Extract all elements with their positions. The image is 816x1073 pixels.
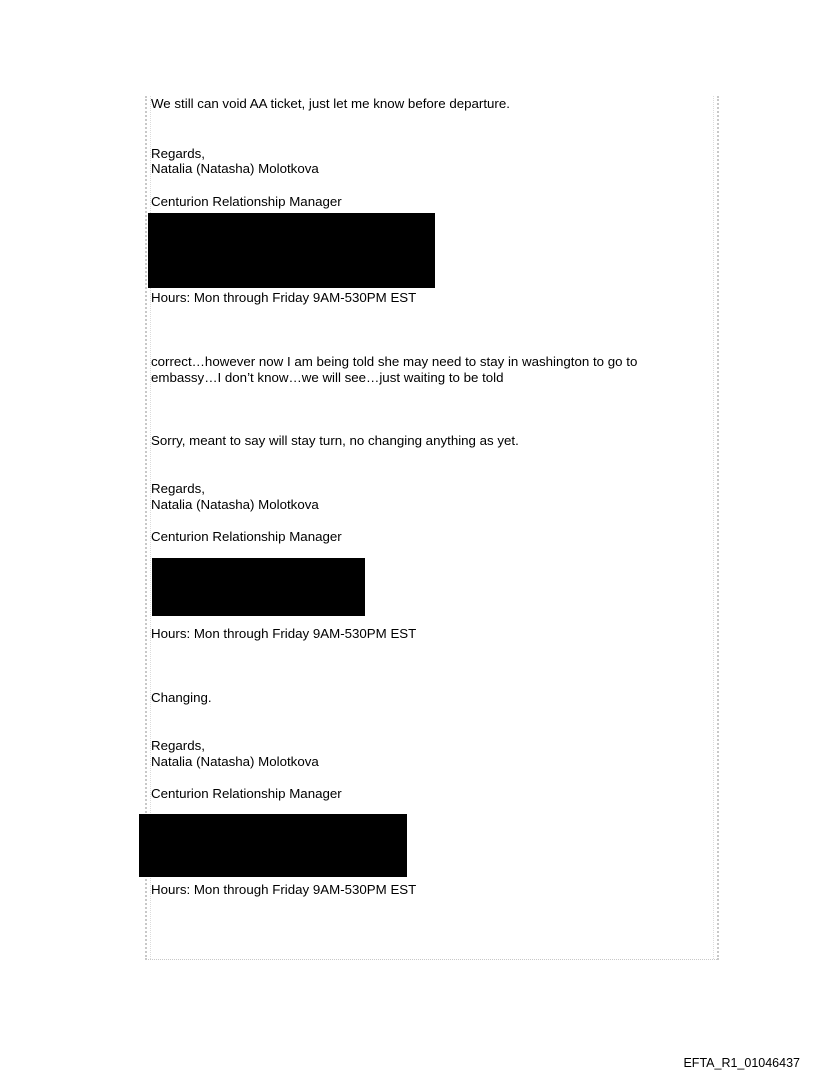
email-3-hours: Hours: Mon through Friday 9AM-530PM EST: [151, 882, 417, 897]
redaction-block: [148, 213, 435, 288]
quoted-message-line-2: embassy…I don’t know…we will see…just waiting to be told: [151, 370, 504, 385]
email-1-sender-title: Centurion Relationship Manager: [151, 194, 342, 209]
email-3-sender-name: Natalia (Natasha) Molotkova: [151, 754, 319, 769]
redaction-block: [139, 814, 407, 877]
quoted-message-line-1: correct…however now I am being told she may need to stay in washington to go to: [151, 354, 638, 369]
email-2-regards: Regards,: [151, 481, 205, 496]
email-3-sender-title: Centurion Relationship Manager: [151, 786, 342, 801]
email-2-body: Sorry, meant to say will stay turn, no changing anything as yet.: [151, 433, 519, 448]
email-3-body: Changing.: [151, 690, 212, 705]
email-3-regards: Regards,: [151, 738, 205, 753]
email-1-body: We still can void AA ticket, just let me know before departure.: [151, 96, 510, 111]
email-1-sender-name: Natalia (Natasha) Molotkova: [151, 161, 319, 176]
email-1-regards: Regards,: [151, 146, 205, 161]
document-id: EFTA_R1_01046437: [683, 1056, 800, 1070]
email-2-sender-title: Centurion Relationship Manager: [151, 529, 342, 544]
email-2-sender-name: Natalia (Natasha) Molotkova: [151, 497, 319, 512]
email-1-hours: Hours: Mon through Friday 9AM-530PM EST: [151, 290, 417, 305]
redaction-block: [152, 558, 365, 616]
email-2-hours: Hours: Mon through Friday 9AM-530PM EST: [151, 626, 417, 641]
